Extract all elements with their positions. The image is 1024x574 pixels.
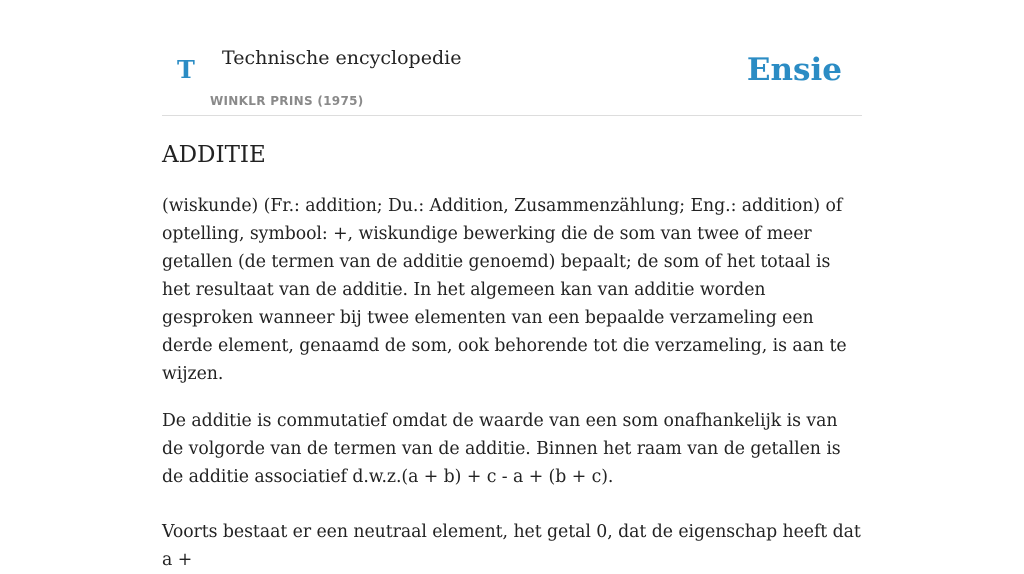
book-title-link[interactable]: Technische encyclopedie [222, 47, 462, 69]
page-title: ADDITIE [162, 142, 266, 168]
book-header [162, 0, 862, 116]
article-paragraph: Voorts bestaat er een neutraal element, het getal 0, dat de eigenschap heeft dat a + [162, 522, 861, 570]
article-paragraph: (wiskunde) (Fr.: addition; Du.: Addition, Zusammenzählung; Eng.: addition) of optelling, symbool: +, wiskundige bewerking die de som van twee of meer getallen (de termen van de additie genoemd) bepaalt; de som of het totaal is het resultaat van de additie. In het algemeen kan van additie worden gesproken wanneer bij twee elementen van een bepaalde verzameling een derde element, genaamd de som, ook behorende tot die verzameling, is aan te wijzen. [162, 196, 847, 384]
book-source-label: WINKLR PRINS (1975) [210, 94, 364, 108]
ensie-logo-link[interactable]: Ensie [746, 52, 842, 88]
book-letter-icon[interactable]: T [177, 55, 195, 84]
article-page [162, 0, 862, 570]
article-body [162, 192, 862, 574]
article-paragraph: De additie is commutatief omdat de waarde van een som onafhankelijk is van de volgorde van de termen van de additie. Binnen het raam van de getallen is de additie associatief d.w.z.(a + b) + c - a + (b + c). [162, 411, 841, 487]
